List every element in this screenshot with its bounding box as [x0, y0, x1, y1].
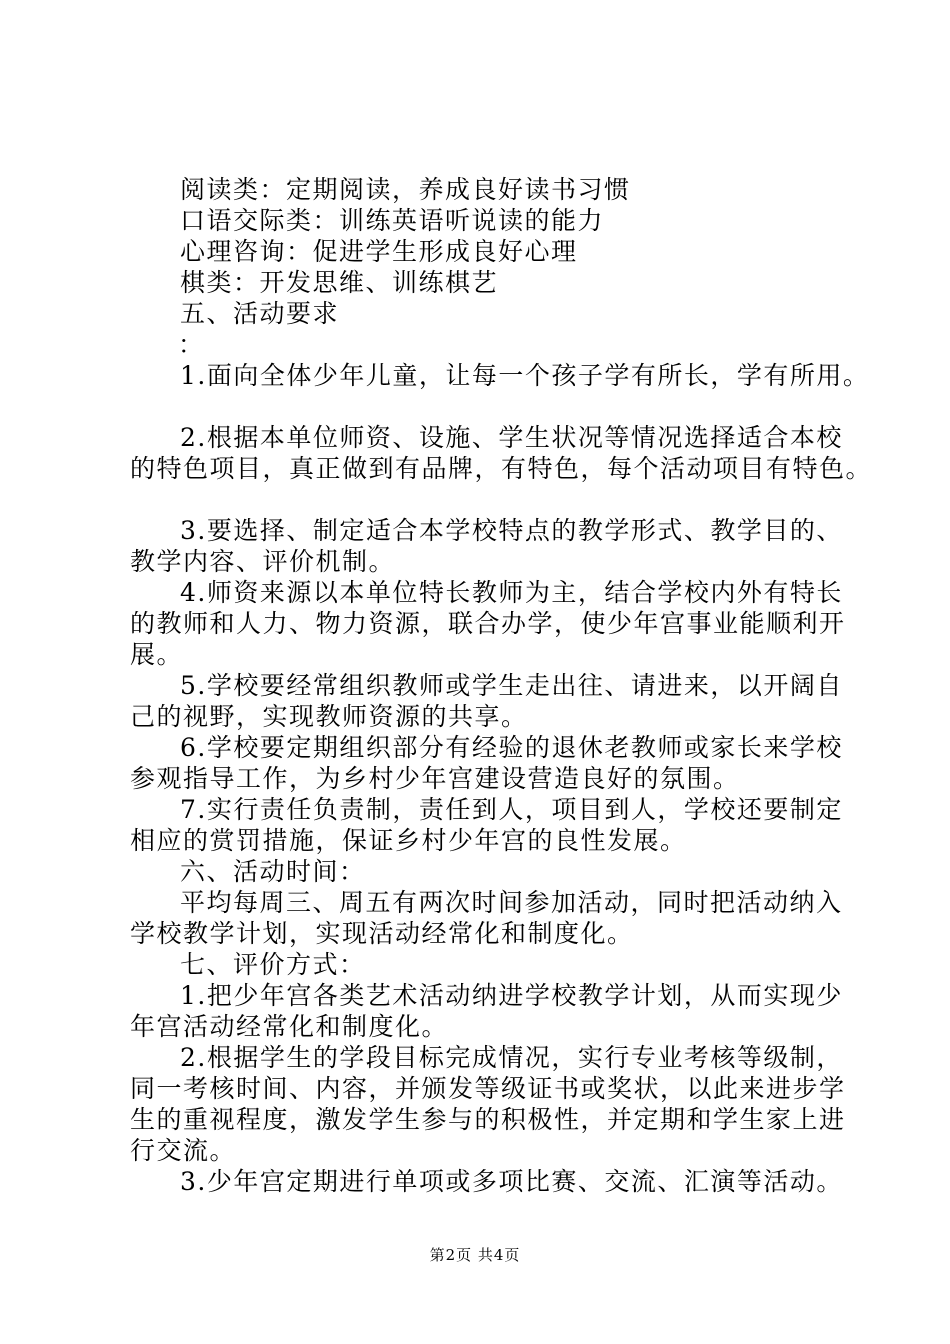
paragraph-gap — [130, 391, 850, 422]
text-line: 的特色项目，真正做到有品牌，有特色，每个活动项目有特色。 — [130, 454, 873, 483]
text-line: 3.少年宫定期进行单项或多项比赛、交流、汇演等活动。 — [180, 1167, 843, 1196]
text-line: 棋类：开发思维、训练棋艺 — [180, 268, 499, 297]
text-line: 参观指导工作，为乡村少年宫建设营造良好的氛围。 — [130, 764, 740, 793]
text-line: 2.根据本单位师资、设施、学生状况等情况选择适合本校 — [180, 423, 843, 452]
text-line: 己的视野，实现教师资源的共享。 — [130, 702, 528, 731]
page-footer: 第2页 共4页 — [429, 1246, 521, 1264]
text-line: 口语交际类：训练英语听说读的能力 — [180, 206, 605, 235]
paragraph-gap — [130, 484, 850, 515]
text-line: 3.要选择、制定适合本学校特点的教学形式、教学目的、 — [180, 516, 843, 545]
text-line: 学校教学计划，实现活动经常化和制度化。 — [130, 919, 634, 948]
text-line: 相应的赏罚措施，保证乡村少年宫的良性发展。 — [130, 826, 687, 855]
document-body — [130, 174, 873, 1197]
text-line: 同一考核时间、内容，并颁发等级证书或奖状，以此来进步学 — [130, 1074, 846, 1103]
section-heading: 六、活动时间： — [180, 857, 366, 886]
text-line: 年宫活动经常化和制度化。 — [130, 1012, 449, 1041]
text-line: 生的重视程度，激发学生参与的积极性，并定期和学生家上进 — [130, 1105, 846, 1134]
text-line: 展。 — [130, 640, 184, 669]
text-line: ： — [178, 330, 205, 359]
text-line: 4.师资来源以本单位特长教师为主，结合学校内外有特长 — [180, 578, 843, 607]
text-line: 行交流。 — [130, 1136, 237, 1165]
text-line: 的教师和人力、物力资源，联合办学，使少年宫事业能顺利开 — [130, 609, 846, 638]
text-line: 平均每周三、周五有两次时间参加活动，同时把活动纳入 — [180, 888, 843, 917]
text-line: 6.学校要定期组织部分有经验的退休老教师或家长来学校 — [180, 733, 843, 762]
text-line: 1.面向全体少年儿童，让每一个孩子学有所长，学有所用。 — [180, 361, 870, 390]
section-heading: 七、评价方式： — [180, 950, 366, 979]
text-line: 教学内容、评价机制。 — [130, 547, 396, 576]
text-line: 2.根据学生的学段目标完成情况，实行专业考核等级制， — [180, 1043, 843, 1072]
text-line: 心理咨询：促进学生形成良好心理 — [180, 237, 578, 266]
text-line: 7.实行责任负责制，责任到人，项目到人，学校还要制定 — [180, 795, 843, 824]
text-line: 阅读类：定期阅读，养成良好读书习惯 — [180, 175, 631, 204]
section-heading: 五、活动要求 — [180, 299, 340, 328]
text-line: 5.学校要经常组织教师或学生走出往、请进来，以开阔自 — [180, 671, 843, 700]
text-line: 1.把少年宫各类艺术活动纳进学校教学计划，从而实现少 — [180, 981, 843, 1010]
